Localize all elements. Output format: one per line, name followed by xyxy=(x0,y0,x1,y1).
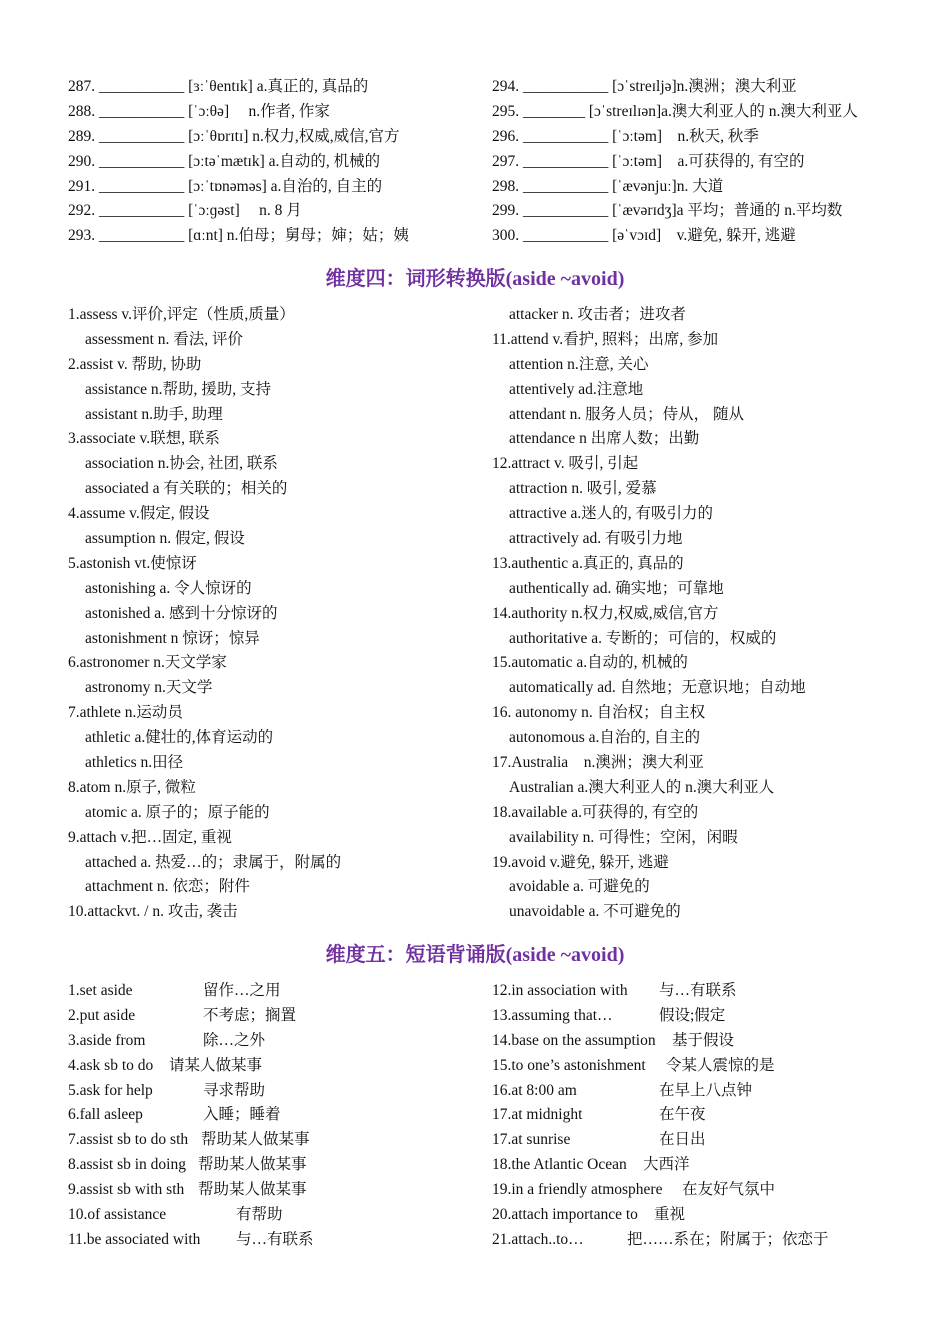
phrase-text: 4.ask sb to do xyxy=(68,1056,154,1074)
phrase-text: 17.at sunrise xyxy=(492,1131,571,1149)
phrase-meaning: 基于假设 xyxy=(672,1031,735,1049)
vocab-item: 294. ___________ [ɔˈstreɪljə]n.澳洲；澳大利亚 xyxy=(492,78,797,95)
phrase-meaning: 在日出 xyxy=(659,1131,706,1149)
phrase-meaning: 帮助某人做某事 xyxy=(198,1156,307,1174)
phrase-meaning: 假设;假定 xyxy=(659,1006,726,1024)
vocab-item: 295. ________ [ɔˈstreɪlɪən]a.澳大利亚人的 n.澳大利亚人 xyxy=(492,102,858,120)
phrase-meaning: 留作…之用 xyxy=(203,982,281,999)
phrase-meaning: 与…有联系 xyxy=(659,982,737,999)
vocab-item: 290. ___________ [ɔːtəˈmætɪk] a.自动的, 机械的 xyxy=(68,152,381,170)
phrase-text: 15.to one’s astonishment xyxy=(492,1056,646,1074)
phrase-text: 5.ask for help xyxy=(68,1081,153,1099)
phrase-text: 12.in association with xyxy=(492,982,628,999)
derived-word-line: attraction n. 吸引, 爱慕 xyxy=(509,480,657,498)
section-five-title: 维度五：短语背诵版(aside ~avoid) xyxy=(325,944,625,966)
derived-word-line: astonishing a. 令人惊讶的 xyxy=(85,579,252,597)
vocab-item: 288. ___________ [ˈɔːθə] n.作者, 作家 xyxy=(68,102,330,120)
phrase-meaning: 在午夜 xyxy=(659,1106,706,1124)
vocab-item: 291. ___________ [ɔːˈtɒnəməs] a.自治的, 自主的 xyxy=(68,177,383,195)
headword-line: 16. autonomy n. 自治权；自主权 xyxy=(492,704,706,722)
derived-word-line: associated a 有关联的；相关的 xyxy=(85,480,288,498)
derived-word-line: authoritative a. 专断的；可信的，权威的 xyxy=(509,629,777,647)
vocab-item: 299. ___________ [ˈævərɪdʒ]a 平均；普通的 n.平均数 xyxy=(492,202,843,220)
phrase-text: 1.set aside xyxy=(68,982,133,999)
derived-word-line: authentically ad. 确实地；可靠地 xyxy=(509,579,724,597)
phrase-meaning: 把……系在；附属于；依恋于 xyxy=(627,1230,829,1248)
headword-line: 15.automatic a.自动的, 机械的 xyxy=(492,654,688,672)
phrase-text: 13.assuming that… xyxy=(492,1006,613,1024)
phrase-text: 19.in a friendly atmosphere xyxy=(492,1181,663,1199)
phrase-meaning: 除…之外 xyxy=(203,1031,266,1049)
headword-line: 3.associate v.联想, 联系 xyxy=(68,430,220,448)
derived-word-line: assumption n. 假定, 假设 xyxy=(85,530,245,548)
derived-word-line: attached a. 热爱…的；隶属于，附属的 xyxy=(85,853,342,871)
phrase-meaning: 不考虑；搁置 xyxy=(203,1006,297,1024)
phrase-text: 17.at midnight xyxy=(492,1106,583,1124)
phrase-meaning: 重视 xyxy=(654,1206,686,1224)
derived-word-line: assistant n.助手, 助理 xyxy=(85,405,223,423)
headword-line: 11.attend v.看护, 照料；出席, 参加 xyxy=(492,330,719,348)
headword-line: 8.atom n.原子, 微粒 xyxy=(68,778,196,796)
headword-line: 4.assume v.假定, 假设 xyxy=(68,505,210,523)
phrase-text: 3.aside from xyxy=(68,1031,146,1049)
headword-line: 10.attackvt. / n. 攻击, 袭击 xyxy=(68,903,238,921)
derived-word-line: attachment n. 依恋；附件 xyxy=(85,878,250,896)
derived-word-line: attentively ad.注意地 xyxy=(509,380,644,398)
phrase-text: 16.at 8:00 am xyxy=(492,1081,577,1099)
vocab-list-left xyxy=(68,75,409,249)
headword-line: 13.authentic a.真正的, 真品的 xyxy=(492,554,684,572)
word-forms-left xyxy=(68,303,341,925)
phrase-meaning: 入睡；睡着 xyxy=(203,1106,281,1124)
derived-word-line: unavoidable a. 不可避免的 xyxy=(509,903,681,921)
derived-word-line: attractive a.迷人的, 有吸引力的 xyxy=(509,505,714,523)
phrase-text: 8.assist sb in doing xyxy=(68,1156,186,1174)
phrase-meaning: 与…有联系 xyxy=(236,1230,314,1248)
phrase-text: 7.assist sb to do sth xyxy=(68,1131,189,1149)
phrase-meaning: 有帮助 xyxy=(236,1206,283,1224)
derived-word-line: assessment n. 看法, 评价 xyxy=(85,330,244,348)
derived-word-line: autonomous a.自治的, 自主的 xyxy=(509,729,701,747)
vocab-item: 297. ___________ [ˈɔːtəm] a.可获得的, 有空的 xyxy=(492,152,805,170)
vocab-item: 300. ___________ [əˈvɔɪd] v.避免, 躲开, 逃避 xyxy=(492,227,796,245)
phrase-text: 9.assist sb with sth xyxy=(68,1181,185,1199)
derived-word-line: athletic a.健壮的,体育运动的 xyxy=(85,729,274,747)
vocab-item: 289. ___________ [ɔːˈθɒrɪtɪ] n.权力,权威,威信,官方 xyxy=(68,127,400,145)
phrase-meaning: 寻求帮助 xyxy=(203,1081,266,1099)
vocab-item: 287. ___________ [ɜːˈθentɪk] a.真正的, 真品的 xyxy=(68,78,369,95)
phrase-text: 14.base on the assumption xyxy=(492,1031,656,1049)
headword-line: 19.avoid v.避免, 躲开, 逃避 xyxy=(492,853,669,871)
headword-line: 7.athlete n.运动员 xyxy=(68,704,183,722)
headword-line: 14.authority n.权力,权威,威信,官方 xyxy=(492,604,719,622)
phrase-text: 21.attach..to… xyxy=(492,1230,584,1248)
section-four-title: 维度四：词形转换版(aside ~avoid) xyxy=(325,268,625,290)
derived-word-line: attendance n 出席人数；出勤 xyxy=(509,430,700,448)
phrase-meaning: 帮助某人做某事 xyxy=(198,1181,307,1199)
vocab-item: 292. ___________ [ˈɔːɡəst] n. 8 月 xyxy=(68,202,302,220)
phrase-meaning: 在友好气氛中 xyxy=(682,1181,776,1199)
word-forms-right xyxy=(492,303,806,925)
headword-line: 12.attract v. 吸引, 引起 xyxy=(492,455,639,473)
derived-word-line: attention n.注意, 关心 xyxy=(509,355,649,373)
headword-line: 5.astonish vt.使惊讶 xyxy=(68,554,197,572)
derived-word-line: attacker n. 攻击者；进攻者 xyxy=(509,306,686,323)
phrase-meaning: 帮助某人做某事 xyxy=(201,1131,310,1149)
derived-word-line: athletics n.田径 xyxy=(85,754,184,772)
derived-word-line: Australian a.澳大利亚人的 n.澳大利亚人 xyxy=(509,778,775,796)
vocab-list-right xyxy=(492,75,858,249)
derived-word-line: availability n. 可得性；空闲，闲暇 xyxy=(509,828,738,846)
phrase-text: 18.the Atlantic Ocean xyxy=(492,1156,627,1174)
phrase-text: 20.attach importance to xyxy=(492,1206,638,1224)
headword-line: 18.available a.可获得的, 有空的 xyxy=(492,803,699,821)
vocab-item: 296. ___________ [ˈɔːtəm] n.秋天, 秋季 xyxy=(492,127,759,145)
phrase-meaning: 令某人震惊的是 xyxy=(666,1056,775,1074)
headword-line: 17.Australia n.澳洲；澳大利亚 xyxy=(492,754,704,772)
derived-word-line: attractively ad. 有吸引力地 xyxy=(509,530,683,548)
derived-word-line: automatically ad. 自然地；无意识地；自动地 xyxy=(509,679,806,697)
phrase-text: 2.put aside xyxy=(68,1006,136,1024)
phrase-meaning: 请某人做某事 xyxy=(169,1056,263,1074)
derived-word-line: attendant n. 服务人员；侍从， 随从 xyxy=(509,405,745,423)
phrase-text: 10.of assistance xyxy=(68,1206,167,1224)
phrase-meaning: 在早上八点钟 xyxy=(659,1081,753,1099)
vocab-item: 293. ___________ [ɑːnt] n.伯母；舅母；婶；姑；姨 xyxy=(68,227,409,245)
derived-word-line: astonishment n 惊讶；惊异 xyxy=(85,629,260,647)
derived-word-line: assistance n.帮助, 援助, 支持 xyxy=(85,380,271,398)
phrase-meaning: 大西洋 xyxy=(643,1156,690,1174)
headword-line: 2.assist v. 帮助, 协助 xyxy=(68,355,202,373)
phrase-text: 6.fall asleep xyxy=(68,1106,143,1124)
derived-word-line: astonished a. 感到十分惊讶的 xyxy=(85,604,278,622)
headword-line: 6.astronomer n.天文学家 xyxy=(68,654,227,672)
headword-line: 1.assess v.评价,评定（性质,质量） xyxy=(68,306,295,323)
derived-word-line: avoidable a. 可避免的 xyxy=(509,878,650,896)
headword-line: 9.attach v.把…固定, 重视 xyxy=(68,828,232,846)
derived-word-line: association n.协会, 社团, 联系 xyxy=(85,455,278,473)
derived-word-line: atomic a. 原子的；原子能的 xyxy=(85,803,270,821)
phrase-text: 11.be associated with xyxy=(68,1230,201,1248)
vocab-item: 298. ___________ [ˈævənjuː]n. 大道 xyxy=(492,177,724,195)
derived-word-line: astronomy n.天文学 xyxy=(85,679,213,697)
